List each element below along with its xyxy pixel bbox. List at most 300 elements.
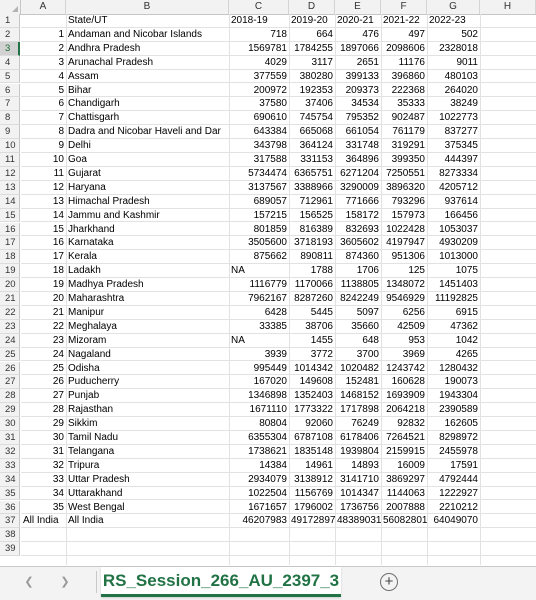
- cell-a[interactable]: 14: [52, 209, 64, 221]
- cell-e[interactable]: 6271204: [340, 167, 379, 179]
- row-header[interactable]: 30: [0, 417, 20, 431]
- cell-b[interactable]: Meghalaya: [68, 320, 117, 332]
- cell-e[interactable]: 76249: [351, 418, 379, 430]
- row-header[interactable]: 12: [0, 167, 20, 181]
- cell-b[interactable]: [66, 542, 229, 555]
- cell-g[interactable]: 375345: [444, 140, 478, 152]
- cell-c[interactable]: 37580: [259, 98, 287, 110]
- cell-f[interactable]: 7264521: [386, 432, 425, 443]
- cell-e[interactable]: 158172: [345, 209, 379, 221]
- cell-e[interactable]: 14893: [351, 459, 379, 471]
- row-header[interactable]: 33: [0, 459, 20, 473]
- row-header[interactable]: 2: [0, 28, 20, 42]
- cell-c[interactable]: 3939: [264, 348, 287, 360]
- cell-a[interactable]: [21, 14, 66, 27]
- cell-g[interactable]: 1042: [455, 334, 478, 346]
- cell-f[interactable]: 951306: [391, 251, 425, 263]
- cell-e[interactable]: 1717898: [340, 404, 379, 416]
- cell-a[interactable]: 24: [52, 348, 64, 360]
- cell-f[interactable]: 396860: [391, 70, 425, 82]
- column-header-f[interactable]: F: [381, 0, 427, 14]
- row-header[interactable]: 22: [0, 306, 20, 320]
- cell-e[interactable]: 1468152: [340, 390, 379, 402]
- cell-f[interactable]: 2021-22: [383, 15, 420, 26]
- row-header[interactable]: 23: [0, 320, 20, 334]
- column-header-d[interactable]: D: [289, 0, 335, 14]
- cell-c[interactable]: 1671110: [249, 404, 287, 416]
- cell-f[interactable]: 902487: [391, 112, 425, 124]
- cell-c[interactable]: 995449: [253, 362, 287, 374]
- cell-d[interactable]: 49172897: [291, 515, 335, 527]
- cell-e[interactable]: 661054: [345, 126, 379, 138]
- cell-c[interactable]: 690610: [253, 112, 287, 124]
- row-header[interactable]: 21: [0, 292, 20, 306]
- row-header[interactable]: 15: [0, 209, 20, 223]
- column-header-c[interactable]: C: [229, 0, 289, 14]
- cell-a[interactable]: 20: [52, 293, 64, 304]
- cell-b[interactable]: Telangana: [68, 445, 115, 457]
- cell-g[interactable]: 1451403: [439, 279, 478, 291]
- cell-c[interactable]: 377559: [253, 70, 287, 82]
- row-header[interactable]: 10: [0, 139, 20, 153]
- cell-c[interactable]: 157215: [253, 209, 287, 221]
- cell-g[interactable]: [427, 542, 480, 555]
- cell-e[interactable]: 209373: [345, 84, 379, 96]
- cell-a[interactable]: 19: [52, 279, 64, 291]
- cell-f[interactable]: 1022428: [386, 223, 425, 235]
- cell-e[interactable]: 152481: [345, 376, 379, 388]
- cell-e[interactable]: 3290009: [340, 181, 379, 193]
- cell-c[interactable]: 1738621: [248, 445, 287, 457]
- cell-e[interactable]: 5097: [356, 306, 379, 318]
- cell-b[interactable]: Punjab: [68, 390, 100, 402]
- row-header[interactable]: 25: [0, 348, 20, 362]
- cell-d[interactable]: 745754: [299, 112, 333, 124]
- cell-e[interactable]: 1020482: [340, 362, 379, 374]
- cell-d[interactable]: 1784255: [294, 42, 333, 54]
- cell-c[interactable]: 46207983: [242, 515, 287, 527]
- cell-f[interactable]: [381, 542, 427, 555]
- cell-a[interactable]: 6: [58, 98, 64, 110]
- cell-d[interactable]: 1788: [310, 265, 333, 277]
- cell-g[interactable]: 6915: [455, 306, 478, 318]
- cell-f[interactable]: 793296: [391, 195, 425, 207]
- cell-f[interactable]: 9546929: [386, 293, 425, 304]
- cell-g[interactable]: 11192825: [434, 293, 478, 304]
- cell-g[interactable]: 8298972: [439, 432, 478, 443]
- cell-b[interactable]: Tamil Nadu: [68, 432, 119, 443]
- cell-c[interactable]: 200972: [253, 84, 287, 96]
- cell-f[interactable]: 11176: [398, 56, 425, 68]
- cell-c[interactable]: 14384: [259, 459, 287, 471]
- cell-e[interactable]: 399133: [345, 70, 379, 82]
- cell-d[interactable]: 3138912: [294, 473, 333, 485]
- cell-d[interactable]: 3117: [311, 56, 333, 68]
- cell-a[interactable]: 10: [52, 154, 64, 165]
- cell-g[interactable]: 1280432: [439, 362, 478, 374]
- cell-d[interactable]: 192353: [299, 84, 333, 96]
- cell-f[interactable]: 35333: [397, 98, 425, 110]
- cell-f[interactable]: 2064218: [386, 404, 425, 416]
- cell-a[interactable]: 26: [52, 376, 64, 388]
- cell-c[interactable]: 718: [270, 28, 287, 40]
- cell-e[interactable]: 874360: [345, 251, 379, 263]
- cell-c[interactable]: 80804: [259, 418, 287, 430]
- cell-c[interactable]: 801859: [253, 223, 287, 235]
- row-header[interactable]: 17: [0, 236, 20, 250]
- cell-d[interactable]: 1796002: [294, 501, 333, 513]
- cell-c[interactable]: 5734474: [248, 167, 287, 179]
- cell-d[interactable]: 38706: [305, 320, 333, 332]
- cell-b[interactable]: Maharashtra: [68, 293, 125, 304]
- cell-g[interactable]: 2022-23: [429, 15, 466, 26]
- cell-e[interactable]: 1706: [356, 265, 379, 277]
- cell-a[interactable]: 25: [52, 362, 64, 374]
- cell-a[interactable]: 13: [52, 195, 64, 207]
- cell-c[interactable]: 689057: [253, 195, 287, 207]
- cell-f[interactable]: 319291: [391, 140, 425, 152]
- column-header-b[interactable]: B: [66, 0, 229, 14]
- chevron-right-icon[interactable]: ❯: [60, 576, 70, 588]
- cell-g[interactable]: 64049070: [433, 515, 478, 527]
- cell-b[interactable]: Jammu and Kashmir: [68, 209, 160, 221]
- cell-a[interactable]: 29: [52, 418, 64, 430]
- cell-c[interactable]: NA: [231, 334, 245, 346]
- cell-d[interactable]: 665068: [299, 126, 333, 138]
- row-header[interactable]: 20: [0, 278, 20, 292]
- cell-c[interactable]: [229, 528, 289, 541]
- cell-b[interactable]: Sikkim: [68, 418, 98, 430]
- cell-b[interactable]: Assam: [68, 70, 99, 82]
- cell-g[interactable]: 837277: [444, 126, 478, 138]
- cell-f[interactable]: 3896320: [386, 181, 425, 193]
- cell-b[interactable]: Chattisgarh: [68, 112, 120, 124]
- cell-e[interactable]: 331748: [345, 140, 379, 152]
- cell-f[interactable]: 3869297: [386, 473, 425, 485]
- cell-b[interactable]: [66, 528, 229, 541]
- cell-c[interactable]: NA: [231, 265, 245, 277]
- cell-d[interactable]: 1455: [310, 334, 333, 346]
- cell-d[interactable]: 380280: [299, 70, 333, 82]
- cell-d[interactable]: 3772: [310, 348, 333, 360]
- cell-f[interactable]: 1144063: [386, 487, 425, 499]
- cell-b[interactable]: Andaman and Nicobar Islands: [68, 28, 202, 40]
- cell-f[interactable]: 42509: [397, 320, 425, 332]
- cell-e[interactable]: 3605602: [340, 237, 379, 249]
- row-header[interactable]: 9: [0, 125, 20, 139]
- cell-d[interactable]: 3388966: [294, 181, 333, 193]
- cell-g[interactable]: 4265: [455, 348, 478, 360]
- row-header[interactable]: 34: [0, 473, 20, 487]
- cell-e[interactable]: 364896: [345, 154, 379, 165]
- cell-b[interactable]: State/UT: [68, 15, 108, 26]
- row-header[interactable]: 35: [0, 487, 20, 501]
- cell-b[interactable]: Karnataka: [68, 237, 114, 249]
- row-header[interactable]: 31: [0, 431, 20, 445]
- cell-e[interactable]: 34534: [351, 98, 379, 110]
- row-header[interactable]: 3: [0, 42, 20, 56]
- cell-e[interactable]: 6178406: [340, 432, 379, 443]
- cell-g[interactable]: 502: [461, 28, 478, 40]
- cell-a[interactable]: 2: [58, 42, 64, 54]
- cell-f[interactable]: 761179: [392, 126, 425, 138]
- cell-b[interactable]: Puducherry: [68, 376, 120, 388]
- cell-b[interactable]: Manipur: [68, 306, 105, 318]
- cell-d[interactable]: 5445: [310, 306, 333, 318]
- cell-e[interactable]: 648: [362, 334, 379, 346]
- cell-a[interactable]: 22: [52, 320, 64, 332]
- cell-f[interactable]: 4197947: [386, 237, 425, 249]
- cell-d[interactable]: 14961: [305, 459, 333, 471]
- cell-d[interactable]: 37406: [305, 98, 333, 110]
- cell-f[interactable]: 92832: [397, 418, 425, 430]
- cell-f[interactable]: 3969: [402, 348, 425, 360]
- cell-c[interactable]: [229, 542, 289, 555]
- cell-d[interactable]: 1773322: [294, 404, 333, 416]
- cell-b[interactable]: Madhya Pradesh: [68, 279, 144, 291]
- cell-b[interactable]: Uttar Pradesh: [68, 473, 130, 485]
- cell-d[interactable]: 3718193: [294, 237, 333, 249]
- cell-e[interactable]: 1897066: [340, 42, 379, 54]
- cell-c[interactable]: 7962167: [248, 293, 287, 304]
- cell-a[interactable]: [21, 528, 66, 541]
- cell-b[interactable]: Arunachal Pradesh: [68, 56, 154, 68]
- cell-g[interactable]: 2328018: [439, 42, 478, 54]
- cell-d[interactable]: 816389: [299, 223, 333, 235]
- cell-d[interactable]: 8287260: [294, 293, 333, 304]
- row-header[interactable]: 8: [0, 111, 20, 125]
- cell-b[interactable]: Bihar: [68, 84, 92, 96]
- cell-a[interactable]: 17: [52, 251, 64, 263]
- cell-a[interactable]: 33: [52, 473, 64, 485]
- cell-e[interactable]: 35660: [351, 320, 379, 332]
- cell-c[interactable]: 3137567: [248, 181, 287, 193]
- cell-c[interactable]: 167020: [253, 376, 287, 388]
- row-header[interactable]: 4: [0, 56, 20, 70]
- cell-g[interactable]: 937614: [444, 195, 478, 207]
- cell-d[interactable]: [289, 542, 335, 555]
- column-header-g[interactable]: G: [427, 0, 480, 14]
- cell-e[interactable]: 1138805: [340, 279, 379, 291]
- cell-f[interactable]: 6256: [402, 306, 425, 318]
- cell-g[interactable]: 162605: [444, 418, 478, 430]
- cell-e[interactable]: 8242249: [340, 293, 379, 304]
- cell-f[interactable]: 16009: [397, 459, 425, 471]
- cell-a[interactable]: 4: [58, 70, 64, 82]
- cell-b[interactable]: Dadra and Nicobar Haveli and Dar: [68, 126, 221, 138]
- row-header[interactable]: 29: [0, 403, 20, 417]
- cell-b[interactable]: Rajasthan: [68, 404, 114, 416]
- cell-f[interactable]: 1243742: [386, 362, 425, 374]
- cell-e[interactable]: 832693: [345, 223, 379, 235]
- cell-g[interactable]: 4930209: [439, 237, 478, 249]
- cell-e[interactable]: 48389031: [337, 515, 381, 527]
- cell-e[interactable]: [335, 542, 381, 555]
- cell-b[interactable]: Andhra Pradesh: [68, 42, 141, 54]
- row-header[interactable]: 13: [0, 181, 20, 195]
- cell-e[interactable]: 3141710: [340, 473, 379, 485]
- cell-a[interactable]: 18: [52, 265, 64, 277]
- cell-a[interactable]: 3: [58, 56, 64, 68]
- cell-c[interactable]: 875662: [253, 251, 287, 263]
- cell-e[interactable]: 1014347: [340, 487, 379, 499]
- cell-e[interactable]: 1736756: [340, 501, 379, 513]
- cell-b[interactable]: All India: [68, 515, 104, 527]
- cell-f[interactable]: 7250551: [386, 167, 425, 179]
- cell-a[interactable]: 21: [52, 306, 64, 318]
- cell-b[interactable]: Nagaland: [68, 348, 111, 360]
- cell-e[interactable]: 2020-21: [337, 15, 374, 26]
- cell-f[interactable]: 2098606: [386, 42, 425, 54]
- cell-d[interactable]: 149608: [299, 376, 333, 388]
- row-header[interactable]: 36: [0, 501, 20, 515]
- sheet-tab-active[interactable]: RS_Session_266_AU_2397_3: [101, 567, 341, 597]
- column-header-e[interactable]: E: [335, 0, 381, 14]
- cell-d[interactable]: 6787108: [294, 432, 333, 443]
- select-all-corner[interactable]: [0, 0, 21, 14]
- cell-a[interactable]: 1: [58, 28, 64, 40]
- row-header[interactable]: 19: [0, 264, 20, 278]
- row-header[interactable]: 11: [0, 153, 20, 167]
- cell-d[interactable]: 364124: [299, 140, 333, 152]
- cell-c[interactable]: 2018-19: [231, 15, 268, 26]
- cell-g[interactable]: 1943304: [439, 390, 478, 402]
- cell-c[interactable]: 1671657: [248, 501, 287, 513]
- cell-c[interactable]: 3505600: [248, 237, 287, 249]
- plus-circle-icon[interactable]: +: [380, 573, 398, 591]
- cell-a[interactable]: 31: [52, 445, 64, 457]
- cell-f[interactable]: 399350: [391, 154, 425, 165]
- chevron-left-icon[interactable]: ❮: [24, 576, 34, 588]
- cell-g[interactable]: 444397: [444, 154, 478, 165]
- cell-a[interactable]: 34: [52, 487, 64, 499]
- cell-g[interactable]: 4205712: [439, 181, 478, 193]
- cell-c[interactable]: 33385: [259, 320, 287, 332]
- cell-e[interactable]: 795352: [345, 112, 379, 124]
- cell-c[interactable]: 1346898: [248, 390, 287, 402]
- row-header[interactable]: 6: [0, 84, 20, 98]
- cell-e[interactable]: 1939804: [340, 445, 379, 457]
- cell-d[interactable]: 331153: [300, 154, 333, 165]
- row-header[interactable]: 5: [0, 70, 20, 84]
- cell-e[interactable]: 771666: [345, 195, 379, 207]
- cell-a[interactable]: 35: [52, 501, 64, 513]
- row-header[interactable]: 39: [0, 542, 20, 556]
- cell-d[interactable]: 664: [316, 28, 333, 40]
- cell-f[interactable]: 497: [408, 28, 425, 40]
- row-header[interactable]: 16: [0, 223, 20, 237]
- cell-g[interactable]: 8273334: [439, 167, 478, 179]
- cell-a[interactable]: 9: [58, 140, 64, 152]
- cell-e[interactable]: [335, 528, 381, 541]
- cell-b[interactable]: Ladakh: [68, 265, 101, 277]
- cell-f[interactable]: 1693909: [386, 390, 425, 402]
- cell-g[interactable]: 1075: [455, 265, 478, 277]
- cell-a[interactable]: [21, 542, 66, 555]
- cell-b[interactable]: Mizoram: [68, 334, 107, 346]
- row-header[interactable]: 14: [0, 195, 20, 209]
- row-header[interactable]: 26: [0, 362, 20, 376]
- cell-g[interactable]: 4792444: [439, 473, 478, 485]
- cell-f[interactable]: 1348072: [386, 279, 425, 291]
- cell-b[interactable]: Gujarat: [68, 167, 101, 179]
- cell-c[interactable]: 6355304: [248, 432, 287, 443]
- cell-a[interactable]: All India: [23, 515, 59, 527]
- cell-a[interactable]: 5: [58, 84, 64, 96]
- row-header[interactable]: 38: [0, 528, 20, 542]
- cell-g[interactable]: 17591: [450, 459, 478, 471]
- cell-d[interactable]: 1014342: [294, 362, 333, 374]
- cell-a[interactable]: 15: [52, 223, 64, 235]
- cell-e[interactable]: 476: [362, 28, 379, 40]
- cell-e[interactable]: 2651: [356, 56, 379, 68]
- cell-b[interactable]: Odisha: [68, 362, 100, 374]
- row-header[interactable]: 24: [0, 334, 20, 348]
- cell-f[interactable]: 222368: [391, 84, 425, 96]
- row-header[interactable]: 28: [0, 389, 20, 403]
- cell-g[interactable]: 166456: [444, 209, 478, 221]
- cell-g[interactable]: 1053037: [439, 223, 478, 235]
- cell-b[interactable]: Chandigarh: [68, 98, 120, 110]
- cell-a[interactable]: 11: [53, 167, 64, 179]
- cell-c[interactable]: 1116779: [249, 279, 287, 291]
- cell-a[interactable]: 8: [58, 126, 64, 138]
- cell-a[interactable]: 12: [52, 181, 64, 193]
- column-header-a[interactable]: A: [21, 0, 66, 14]
- cell-f[interactable]: 953: [408, 334, 425, 346]
- cell-a[interactable]: 32: [52, 459, 64, 471]
- cell-c[interactable]: 4029: [264, 56, 287, 68]
- row-header[interactable]: 7: [0, 97, 20, 111]
- column-header-h[interactable]: H: [480, 0, 536, 14]
- cell-f[interactable]: 2159915: [386, 445, 425, 457]
- cell-b[interactable]: Haryana: [68, 181, 106, 193]
- cell-g[interactable]: 47362: [450, 320, 478, 332]
- cell-d[interactable]: 156525: [299, 209, 333, 221]
- cell-c[interactable]: 2934079: [248, 473, 287, 485]
- cell-c[interactable]: 1569781: [248, 42, 287, 54]
- cell-c[interactable]: 317588: [253, 154, 287, 165]
- cell-f[interactable]: 2007888: [386, 501, 425, 513]
- row-header[interactable]: 27: [0, 375, 20, 389]
- cell-g[interactable]: 1022773: [439, 112, 478, 124]
- cell-b[interactable]: Kerala: [68, 251, 97, 263]
- cell-d[interactable]: 712961: [299, 195, 333, 207]
- cell-c[interactable]: 6428: [264, 306, 287, 318]
- cell-a[interactable]: 23: [52, 334, 64, 346]
- cell-a[interactable]: 28: [52, 404, 64, 416]
- cell-f[interactable]: 160628: [391, 376, 425, 388]
- cell-g[interactable]: 9011: [456, 56, 478, 68]
- cell-b[interactable]: Delhi: [68, 140, 91, 152]
- cell-a[interactable]: 30: [52, 432, 64, 443]
- cell-g[interactable]: 2210212: [439, 501, 478, 513]
- cell-g[interactable]: 480103: [444, 70, 478, 82]
- row-header[interactable]: 32: [0, 445, 20, 459]
- cell-a[interactable]: 27: [52, 390, 64, 402]
- cell-b[interactable]: Himachal Pradesh: [68, 195, 150, 207]
- cell-d[interactable]: [289, 528, 335, 541]
- row-header[interactable]: 18: [0, 250, 20, 264]
- cell-d[interactable]: 6365751: [294, 167, 333, 179]
- cell-g[interactable]: 2390589: [439, 404, 478, 416]
- cell-b[interactable]: Jharkhand: [68, 223, 115, 235]
- cell-d[interactable]: 890811: [300, 251, 333, 263]
- cell-c[interactable]: 1022504: [248, 487, 287, 499]
- cell-b[interactable]: Uttarakhand: [68, 487, 123, 499]
- cell-g[interactable]: 1222927: [439, 487, 478, 499]
- cell-g[interactable]: 190073: [444, 376, 478, 388]
